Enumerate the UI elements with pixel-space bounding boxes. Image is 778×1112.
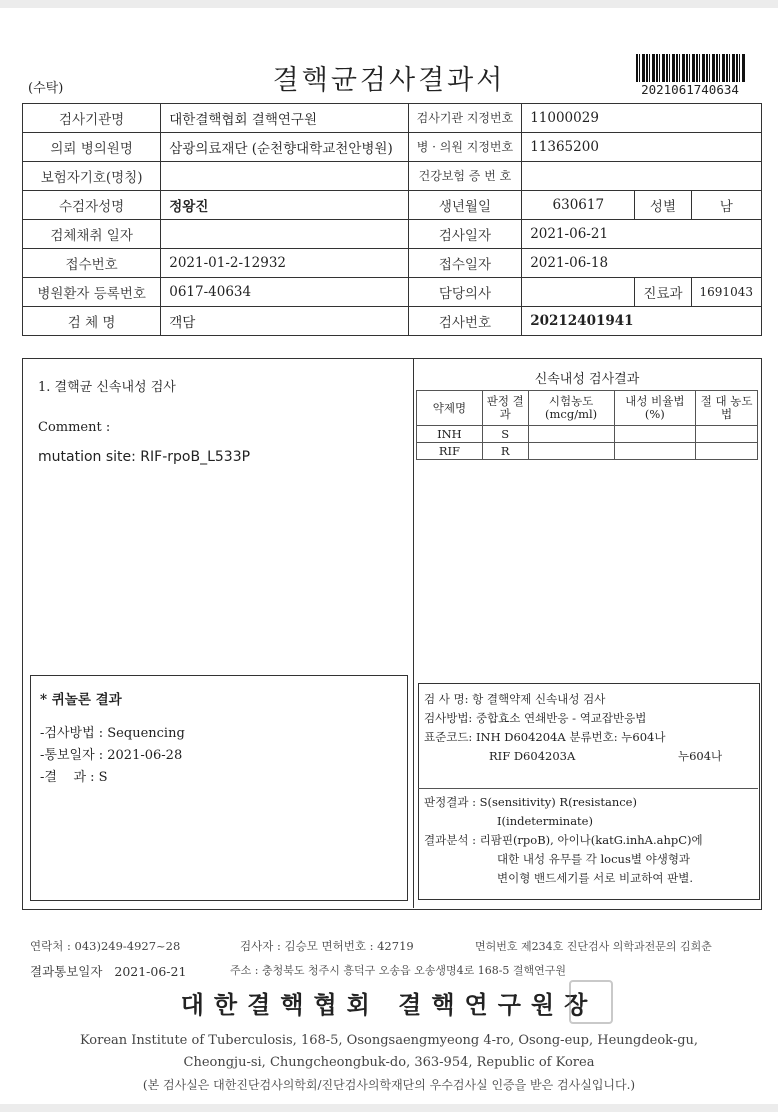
footer-tester: 검사자 : 김승모 면허번호 : 42719: [240, 939, 414, 953]
table-row: [23, 220, 762, 249]
method-procedure: 검사방법: 중합효소 연쇄반응 - 역교잡반응법: [424, 711, 647, 725]
table-cell: [528, 443, 614, 460]
table-row: [23, 278, 762, 307]
label-birthdate: 생년월일: [408, 191, 522, 220]
col-proportion: 내성 비율법(%): [614, 391, 696, 426]
method-code-inh: 표준코드: INH D604204A 분류번호: 누604나: [424, 730, 666, 744]
table-row: [23, 307, 762, 336]
analysis-text-2: 대한 내성 유무를 각 locus별 야생형과: [497, 852, 691, 866]
barcode: [636, 54, 746, 82]
patient-info-table: [22, 103, 762, 336]
value-department: 1691043: [691, 278, 761, 307]
table-cell: RIF: [417, 443, 483, 460]
value-insurer: [161, 162, 408, 191]
result-table-title: 신속내성 검사결과: [534, 372, 640, 387]
value-lab-code: 11000029: [522, 104, 762, 133]
value-receipt-no: 2021-01-2-12932: [161, 249, 408, 278]
table-cell: INH: [417, 426, 483, 443]
table-row: [417, 443, 758, 460]
table-cell: [614, 426, 696, 443]
analysis-text-3: 변이형 밴드세기를 서로 비교하여 판별.: [497, 871, 694, 885]
table-cell: [528, 426, 614, 443]
label-receipt-date: 접수일자: [408, 249, 522, 278]
table-row: [23, 191, 762, 220]
resistance-result-table: [416, 390, 758, 460]
value-sex: 남: [691, 191, 761, 220]
value-hospital-code: 11365200: [522, 133, 762, 162]
label-hospital-code: 병 · 의원 지정번호: [408, 133, 522, 162]
quinolone-box: [30, 675, 408, 901]
table-row: [23, 104, 762, 133]
method-class-rif: 누604나: [678, 749, 723, 763]
col-test-conc: 시험농도 (mcg/ml): [528, 391, 614, 426]
english-address-2: Cheongju-si, Chungcheongbuk-do, 363-954, Republic of Korea: [183, 1055, 595, 1070]
judgement-legend-2: I(indeterminate): [497, 814, 593, 828]
table-cell: S: [482, 426, 528, 443]
table-row: [23, 162, 762, 191]
label-lab-name: 검사기관명: [23, 104, 161, 133]
label-collection-date: 검체채취 일자: [23, 220, 161, 249]
footer-specialist: 면허번호 제234호 진단검사 의학과전문의 김희춘: [475, 940, 712, 953]
rapid-test-heading: 1. 결핵균 신속내성 검사: [38, 380, 176, 395]
label-insurer: 보험자기호(명칭): [23, 162, 161, 191]
footer-address: 주소 : 충청북도 청주시 흥덕구 오송읍 오송생명4로 168-5 결핵연구원: [230, 964, 567, 977]
label-patient-name: 수검자성명: [23, 191, 161, 220]
value-collection-date: [161, 220, 408, 249]
col-absolute: 절 대 농도법: [696, 391, 758, 426]
label-lab-code: 검사기관 지정번호: [408, 104, 522, 133]
value-test-no: 20212401941: [522, 307, 762, 336]
judgement-legend: 판정결과 : S(sensitivity) R(resistance): [424, 795, 637, 809]
mutation-site: mutation site: RIF-rpoB_L533P: [38, 449, 251, 465]
table-row: [23, 133, 762, 162]
quinolone-result: -결 과 : S: [40, 770, 108, 785]
label-sex: 성별: [635, 191, 691, 220]
col-drug: 약제명: [417, 391, 483, 426]
label-specimen: 검 체 명: [23, 307, 161, 336]
organization-name: 대한결핵협회 결핵연구원장: [180, 990, 598, 1019]
value-doctor: [522, 278, 635, 307]
label-department: 진료과: [635, 278, 691, 307]
footer-notify-date: 결과통보일자 2021-06-21: [30, 964, 187, 979]
label-insurance-no: 건강보험 증 번 호: [408, 162, 522, 191]
value-test-date: 2021-06-21: [522, 220, 762, 249]
col-judgement: 판정 결과: [482, 391, 528, 426]
label-receipt-no: 접수번호: [23, 249, 161, 278]
comment-label: Comment :: [38, 420, 111, 435]
method-test-name: 검 사 명: 항 결핵약제 신속내성 검사: [424, 692, 606, 706]
label-test-no: 검사번호: [408, 307, 522, 336]
document-title: 결핵균검사결과서: [272, 65, 506, 96]
table-cell: [614, 443, 696, 460]
table-header-row: [417, 391, 758, 426]
value-birthdate: 630617: [522, 191, 635, 220]
barcode-number: 2021061740634: [641, 82, 739, 97]
quinolone-method: -검사방법 : Sequencing: [40, 726, 185, 741]
table-row: [417, 426, 758, 443]
value-receipt-date: 2021-06-18: [522, 249, 762, 278]
value-patient-name: 정왕진: [161, 191, 408, 220]
footer-contact: 연락처 : 043)249-4927~28: [30, 939, 181, 953]
official-seal: [569, 980, 613, 1024]
english-address-1: Korean Institute of Tuberculosis, 168-5, Osongsaengmyeong 4-ro, Osong-eup, Heungdeok-gu,: [79, 1033, 699, 1048]
method-code-rif: RIF D604203A: [489, 749, 576, 763]
label-hospital: 의뢰 병의원명: [23, 133, 161, 162]
quinolone-date: -통보일자 : 2021-06-28: [40, 748, 183, 763]
table-cell: R: [482, 443, 528, 460]
value-specimen: 객담: [161, 307, 408, 336]
table-cell: [696, 443, 758, 460]
value-lab-name: 대한결핵협회 결핵연구원: [161, 104, 408, 133]
table-row: [23, 249, 762, 278]
label-patient-reg-no: 병원환자 등록번호: [23, 278, 161, 307]
method-box-divider: [418, 788, 758, 789]
section-divider: [413, 358, 414, 908]
label-test-date: 검사일자: [408, 220, 522, 249]
table-cell: [696, 426, 758, 443]
analysis-text-1: 결과분석 : 리팜핀(rpoB), 아이나(katG.inhA.ahpC)에: [424, 833, 703, 847]
quinolone-heading: * 퀴놀론 결과: [40, 692, 122, 708]
value-hospital: 삼광의료재단 (순천향대학교천안병원): [161, 133, 408, 162]
receive-tag: (수탁): [28, 81, 64, 96]
certification-note: (본 검사실은 대한진단검사의학회/진단검사의학재단의 우수검사실 인증을 받은 검사실입니다.): [142, 1078, 636, 1092]
value-insurance-no: [522, 162, 762, 191]
label-doctor: 담당의사: [408, 278, 522, 307]
value-patient-reg-no: 0617-40634: [161, 278, 408, 307]
